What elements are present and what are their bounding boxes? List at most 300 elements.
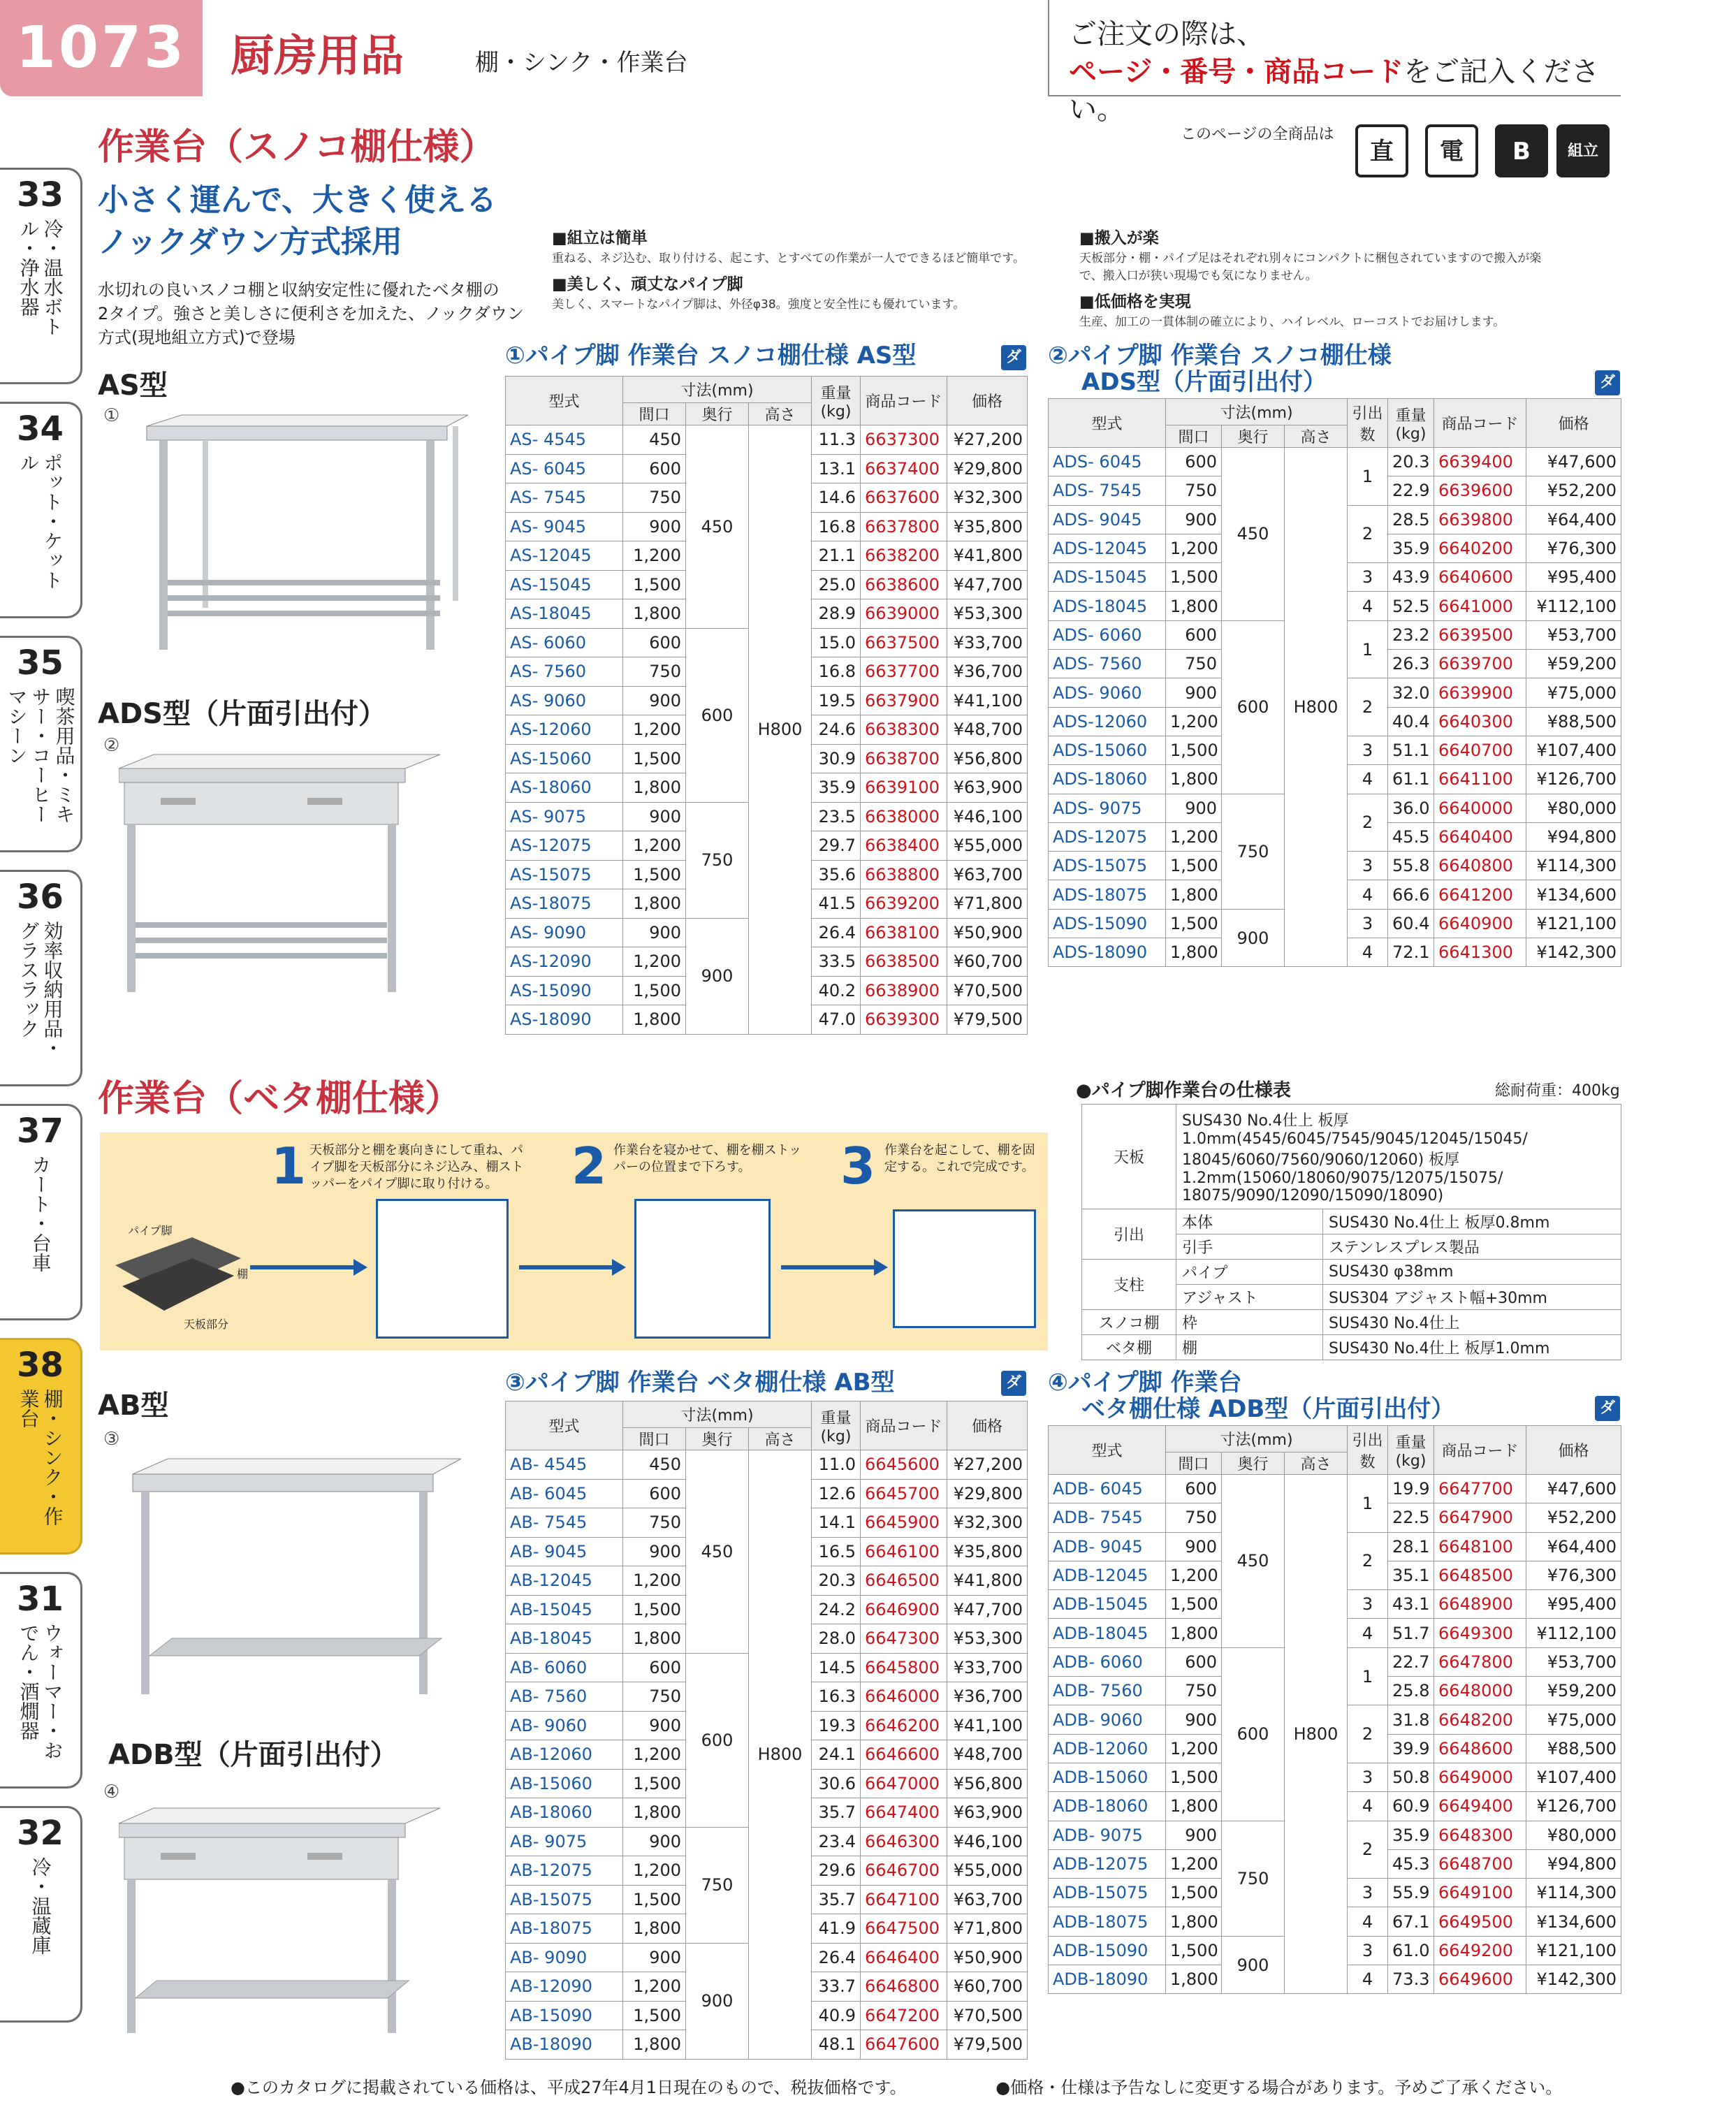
weight-cell: 35.9 xyxy=(1388,1821,1434,1849)
feature-head: ■美しく、頑丈なパイプ脚 xyxy=(552,275,743,293)
price-cell: ¥142,300 xyxy=(1526,1965,1621,1994)
width-cell: 900 xyxy=(623,918,686,947)
width-cell: 1,500 xyxy=(623,1595,686,1624)
code-cell: 6641200 xyxy=(1434,880,1526,909)
header-width: 間口 xyxy=(623,403,686,425)
header-width: 間口 xyxy=(1166,1452,1222,1475)
model-cell: AS-18060 xyxy=(506,773,623,803)
price-cell: ¥63,700 xyxy=(947,860,1028,889)
price-cell: ¥76,300 xyxy=(1526,1561,1621,1589)
spec-load: 総耐荷重：400kg xyxy=(1495,1082,1620,1100)
width-cell: 1,200 xyxy=(1166,1561,1222,1589)
header-model: 型式 xyxy=(506,377,623,425)
price-cell: ¥46,100 xyxy=(947,802,1028,831)
weight-cell: 35.9 xyxy=(1388,534,1434,562)
weight-cell: 14.1 xyxy=(812,1508,861,1538)
model-cell: AS- 7545 xyxy=(506,483,623,513)
order-note-line1: ご注文の際は、 xyxy=(1069,18,1264,50)
price-cell: ¥33,700 xyxy=(947,628,1028,657)
model-cell: ADB-15090 xyxy=(1049,1936,1166,1965)
body-line3: 方式(現地組立方式)で登場 xyxy=(98,328,296,347)
width-cell: 1,200 xyxy=(623,1972,686,2002)
width-cell: 1,500 xyxy=(623,976,686,1005)
side-tab-36[interactable] xyxy=(0,870,82,1086)
order-note-line2 xyxy=(1069,53,1621,129)
depth-cell: 900 xyxy=(1222,1936,1285,1994)
price-cell: ¥59,200 xyxy=(1526,1677,1621,1705)
model-cell: ADB-18090 xyxy=(1049,1965,1166,1994)
side-tab-34[interactable] xyxy=(0,402,82,618)
header-code: 商品コード xyxy=(861,377,947,425)
step2-image xyxy=(634,1199,771,1339)
weight-cell: 50.8 xyxy=(1388,1763,1434,1791)
type-adb: ADB型（片面引出付） xyxy=(108,1739,398,1771)
model-cell: ADS- 9045 xyxy=(1049,505,1166,534)
step1-number: 1 xyxy=(271,1137,307,1195)
model-cell: AB-15090 xyxy=(506,2001,623,2030)
feature-left xyxy=(552,225,1055,317)
step3-image xyxy=(893,1209,1036,1328)
step3-text: 作業台を起こして、棚を固定する。これで完成です。 xyxy=(884,1143,1035,1174)
price-cell: ¥35,800 xyxy=(947,1537,1028,1566)
price-cell: ¥53,300 xyxy=(947,599,1028,629)
weight-cell: 13.1 xyxy=(812,454,861,483)
code-cell: 6637700 xyxy=(861,657,947,687)
table-row xyxy=(1049,1475,1621,1503)
price-cell: ¥52,200 xyxy=(1526,1503,1621,1532)
width-cell: 1,200 xyxy=(1166,822,1222,851)
code-cell: 6649200 xyxy=(1434,1936,1526,1965)
width-cell: 1,800 xyxy=(1166,1619,1222,1647)
width-cell: 1,500 xyxy=(1166,909,1222,938)
model-cell: AS-15075 xyxy=(506,860,623,889)
side-tab-33[interactable] xyxy=(0,168,82,384)
width-cell: 900 xyxy=(1166,1821,1222,1849)
side-tab-label: 冷・温蔵庫 xyxy=(29,1857,52,1955)
as-table-image xyxy=(119,412,468,671)
weight-cell: 30.9 xyxy=(812,744,861,773)
arrow-icon xyxy=(519,1265,613,1269)
model-cell: ADS- 9075 xyxy=(1049,794,1166,822)
price-cell: ¥41,800 xyxy=(947,1566,1028,1596)
weight-cell: 28.5 xyxy=(1388,505,1434,534)
weight-cell: 35.1 xyxy=(1388,1561,1434,1589)
code-cell: 6639000 xyxy=(861,599,947,629)
code-cell: 6640900 xyxy=(1434,909,1526,938)
drawer-cell: 2 xyxy=(1348,505,1388,563)
code-cell: 6640600 xyxy=(1434,563,1526,592)
width-cell: 1,500 xyxy=(1166,563,1222,592)
step1-text: 天板部分と棚を裏向きにして重ね、パイプ脚を天板部分にネジ込み、棚ストッパーをパイプ脚に取り付ける。 xyxy=(309,1143,524,1191)
weight-cell: 55.8 xyxy=(1388,852,1434,880)
adb-table-image xyxy=(119,1802,454,2054)
code-cell: 6637900 xyxy=(861,686,947,715)
weight-cell: 26.3 xyxy=(1388,650,1434,678)
section1-subtitle1: 小さく運んで、大きく使える xyxy=(98,182,497,218)
weight-cell: 29.7 xyxy=(812,831,861,861)
width-cell: 1,500 xyxy=(623,744,686,773)
price-cell: ¥114,300 xyxy=(1526,1879,1621,1907)
weight-cell: 12.6 xyxy=(812,1479,861,1508)
spec-label: ベタ棚 xyxy=(1082,1335,1176,1360)
price-cell: ¥70,500 xyxy=(947,976,1028,1005)
weight-cell: 28.9 xyxy=(812,599,861,629)
drawer-cell: 1 xyxy=(1348,1647,1388,1705)
price-cell: ¥48,700 xyxy=(947,715,1028,745)
code-cell: 6647100 xyxy=(861,1885,947,1914)
code-cell: 6645700 xyxy=(861,1479,947,1508)
code-cell: 6646900 xyxy=(861,1595,947,1624)
drawer-cell: 4 xyxy=(1348,1907,1388,1936)
side-tab-number: 34 xyxy=(17,409,64,449)
weight-cell: 33.5 xyxy=(812,947,861,977)
width-cell: 900 xyxy=(1166,1705,1222,1734)
width-cell: 1,800 xyxy=(623,599,686,629)
weight-cell: 73.3 xyxy=(1388,1965,1434,1994)
weight-cell: 40.4 xyxy=(1388,707,1434,736)
t1-title: ①パイプ脚 作業台 スノコ棚仕様 AS型 xyxy=(505,342,917,370)
code-cell: 6647300 xyxy=(861,1624,947,1654)
weight-cell: 19.9 xyxy=(1388,1475,1434,1503)
code-cell: 6647600 xyxy=(861,2030,947,2060)
spec-value: SUS304 アジャスト幅+30mm xyxy=(1323,1285,1621,1310)
weight-cell: 24.1 xyxy=(812,1740,861,1770)
spec-label: スノコ棚 xyxy=(1082,1310,1176,1335)
code-cell: 6638100 xyxy=(861,918,947,947)
width-cell: 1,800 xyxy=(1166,938,1222,967)
width-cell: 1,500 xyxy=(1166,1879,1222,1907)
price-cell: ¥121,100 xyxy=(1526,909,1621,938)
price-cell: ¥33,700 xyxy=(947,1653,1028,1682)
direct-tag-icon: ダ xyxy=(1001,1371,1026,1396)
code-cell: 6641100 xyxy=(1434,765,1526,794)
code-cell: 6638700 xyxy=(861,744,947,773)
feature-head: ■低価格を実現 xyxy=(1079,293,1191,311)
depth-cell: 750 xyxy=(1222,1821,1285,1936)
price-cell: ¥71,800 xyxy=(947,1914,1028,1944)
width-cell: 1,800 xyxy=(623,2030,686,2060)
code-cell: 6639100 xyxy=(861,773,947,803)
side-tab-number: 36 xyxy=(17,877,64,917)
side-tab-37[interactable] xyxy=(0,1104,82,1320)
price-cell: ¥52,200 xyxy=(1526,476,1621,505)
weight-cell: 35.9 xyxy=(812,773,861,803)
width-cell: 1,500 xyxy=(1166,736,1222,764)
model-cell: AS-12075 xyxy=(506,831,623,861)
width-cell: 1,500 xyxy=(623,2001,686,2030)
model-cell: ADS-18060 xyxy=(1049,765,1166,794)
code-cell: 6639500 xyxy=(1434,620,1526,649)
code-cell: 6648200 xyxy=(1434,1705,1526,1734)
width-cell: 1,800 xyxy=(1166,1907,1222,1936)
code-cell: 6639200 xyxy=(861,889,947,919)
model-cell: AB- 6060 xyxy=(506,1653,623,1682)
side-tab-label: 棚・シンク・作業台 xyxy=(17,1389,64,1526)
code-cell: 6645800 xyxy=(861,1653,947,1682)
model-cell: AB-12090 xyxy=(506,1972,623,2002)
width-cell: 1,800 xyxy=(623,773,686,803)
drawer-cell: 3 xyxy=(1348,563,1388,592)
code-cell: 6637500 xyxy=(861,628,947,657)
footer-left: ●このカタログに掲載されている価格は、平成27年4月1日現在のもので、税抜価格です。 xyxy=(231,2078,907,2097)
t4-table xyxy=(1048,1425,1621,1994)
weight-cell: 35.7 xyxy=(812,1798,861,1828)
feature-text: 美しく、スマートなパイプ脚は、外径φ38。強度と安全性にも優れています。 xyxy=(552,298,965,312)
t2-table xyxy=(1048,398,1621,967)
model-cell: AB-18045 xyxy=(506,1624,623,1654)
weight-cell: 19.3 xyxy=(812,1711,861,1740)
code-cell: 6647000 xyxy=(861,1769,947,1798)
side-tab-number: 38 xyxy=(17,1346,64,1385)
width-cell: 1,200 xyxy=(623,1856,686,1886)
code-cell: 6646700 xyxy=(861,1856,947,1886)
model-cell: ADB-12060 xyxy=(1049,1734,1166,1763)
body-line1: 水切れの良いスノコ棚と収納安定性に優れたベタ棚の xyxy=(98,280,499,300)
header-height: 高さ xyxy=(1285,1452,1348,1475)
price-cell: ¥41,800 xyxy=(947,541,1028,571)
price-cell: ¥35,800 xyxy=(947,512,1028,541)
code-cell: 6638500 xyxy=(861,947,947,977)
code-cell: 6649100 xyxy=(1434,1879,1526,1907)
depth-cell: 900 xyxy=(1222,909,1285,967)
depth-cell: 450 xyxy=(1222,1475,1285,1648)
spec-row xyxy=(1082,1105,1621,1209)
width-cell: 900 xyxy=(623,1943,686,1972)
weight-cell: 19.5 xyxy=(812,686,861,715)
weight-cell: 16.3 xyxy=(812,1682,861,1712)
model-cell: ADS-12060 xyxy=(1049,707,1166,736)
model-cell: ADB-12075 xyxy=(1049,1849,1166,1878)
price-cell: ¥75,000 xyxy=(1526,1705,1621,1734)
weight-cell: 43.1 xyxy=(1388,1590,1434,1619)
weight-cell: 21.1 xyxy=(812,541,861,571)
width-cell: 1,200 xyxy=(623,1740,686,1770)
price-cell: ¥88,500 xyxy=(1526,707,1621,736)
model-cell: AB- 6045 xyxy=(506,1479,623,1508)
weight-cell: 45.5 xyxy=(1388,822,1434,851)
spec-value: SUS430 No.4仕上 板厚1.0mm xyxy=(1323,1335,1621,1360)
weight-cell: 41.5 xyxy=(812,889,861,919)
footer-right: ●価格・仕様は予告なしに変更する場合があります。予めご了承ください。 xyxy=(995,2078,1563,2097)
spec-label: 引出 xyxy=(1082,1209,1176,1260)
model-cell: ADB-12045 xyxy=(1049,1561,1166,1589)
ads-table-image xyxy=(119,748,447,1013)
model-cell: AB- 9075 xyxy=(506,1827,623,1856)
drawer-cell: 4 xyxy=(1348,1965,1388,1994)
model-cell: AB-15075 xyxy=(506,1885,623,1914)
model-cell: AS-18045 xyxy=(506,599,623,629)
width-cell: 1,800 xyxy=(623,889,686,919)
weight-cell: 14.6 xyxy=(812,483,861,513)
header-width: 間口 xyxy=(1166,425,1222,448)
order-note-rest: をご記入ください。 xyxy=(1069,56,1600,126)
code-cell: 6638600 xyxy=(861,570,947,599)
weight-cell: 41.9 xyxy=(812,1914,861,1944)
model-cell: AS- 4545 xyxy=(506,425,623,455)
weight-cell: 20.3 xyxy=(812,1566,861,1596)
model-cell: ADS-18045 xyxy=(1049,592,1166,620)
height-cell: H800 xyxy=(749,425,812,1035)
footer xyxy=(231,2074,1646,2098)
ab-table-image xyxy=(126,1453,468,1719)
code-cell: 6648500 xyxy=(1434,1561,1526,1589)
body-line2: 2タイプ。強さと美しさに便利さを加えた、ノックダウン xyxy=(98,304,524,323)
side-tab-32[interactable] xyxy=(0,1806,82,2023)
width-cell: 600 xyxy=(623,1479,686,1508)
assembly-steps xyxy=(100,1132,1048,1350)
step2-text: 作業台を寝かせて、棚を棚ストッパーの位置まで下ろす。 xyxy=(613,1143,802,1174)
code-cell: 6640000 xyxy=(1434,794,1526,822)
price-cell: ¥36,700 xyxy=(947,657,1028,687)
header-price: 価格 xyxy=(1526,399,1621,448)
width-cell: 750 xyxy=(623,1508,686,1538)
side-tab-number: 32 xyxy=(17,1814,64,1853)
circle-2: ② xyxy=(103,735,120,756)
section2-title: 作業台（ベタ棚仕様） xyxy=(98,1078,462,1120)
price-cell: ¥63,700 xyxy=(947,1885,1028,1914)
circle-4: ④ xyxy=(103,1782,120,1802)
spec-label: 支柱 xyxy=(1082,1260,1176,1310)
header-height: 高さ xyxy=(749,403,812,425)
feature-head: ■搬入が楽 xyxy=(1079,229,1159,247)
width-cell: 600 xyxy=(623,628,686,657)
price-cell: ¥142,300 xyxy=(1526,938,1621,967)
price-cell: ¥64,400 xyxy=(1526,1532,1621,1561)
code-cell: 6638200 xyxy=(861,541,947,571)
side-tab-number: 31 xyxy=(17,1580,64,1619)
weight-cell: 23.2 xyxy=(1388,620,1434,649)
price-cell: ¥80,000 xyxy=(1526,794,1621,822)
code-cell: 6647400 xyxy=(861,1798,947,1828)
price-cell: ¥126,700 xyxy=(1526,765,1621,794)
depth-cell: 900 xyxy=(686,1943,749,2059)
width-cell: 600 xyxy=(1166,448,1222,476)
depth-cell: 900 xyxy=(686,918,749,1034)
drawer-cell: 3 xyxy=(1348,736,1388,764)
model-cell: AB-15045 xyxy=(506,1595,623,1624)
drawer-cell: 3 xyxy=(1348,909,1388,938)
code-cell: 6648100 xyxy=(1434,1532,1526,1561)
width-cell: 900 xyxy=(623,1827,686,1856)
side-tab-38[interactable] xyxy=(0,1338,82,1554)
model-cell: AB- 7560 xyxy=(506,1682,623,1712)
side-tab-35[interactable] xyxy=(0,636,82,852)
drawer-cell: 2 xyxy=(1348,1821,1388,1879)
code-cell: 6639900 xyxy=(1434,678,1526,707)
assembly-icon: 組立 xyxy=(1556,124,1610,177)
label-pipe: パイプ脚 xyxy=(128,1224,173,1237)
width-cell: 1,800 xyxy=(1166,765,1222,794)
model-cell: AB-15060 xyxy=(506,1769,623,1798)
width-cell: 900 xyxy=(1166,1532,1222,1561)
weight-cell: 11.3 xyxy=(812,425,861,455)
weight-cell: 51.1 xyxy=(1388,736,1434,764)
page-number: 1073 xyxy=(0,0,203,96)
weight-cell: 39.9 xyxy=(1388,1734,1434,1763)
width-cell: 600 xyxy=(623,1653,686,1682)
price-cell: ¥94,800 xyxy=(1526,822,1621,851)
model-cell: ADB- 7560 xyxy=(1049,1677,1166,1705)
price-cell: ¥63,900 xyxy=(947,1798,1028,1828)
price-cell: ¥126,700 xyxy=(1526,1792,1621,1821)
circle-1: ① xyxy=(103,405,120,426)
header-dims: 寸法(mm) xyxy=(1166,1426,1348,1452)
model-cell: AB- 7545 xyxy=(506,1508,623,1538)
model-cell: ADS-18075 xyxy=(1049,880,1166,909)
width-cell: 1,200 xyxy=(623,715,686,745)
side-tab-31[interactable] xyxy=(0,1572,82,1789)
price-cell: ¥64,400 xyxy=(1526,505,1621,534)
model-cell: ADB- 9045 xyxy=(1049,1532,1166,1561)
price-cell: ¥46,100 xyxy=(947,1827,1028,1856)
spec-value: ステンレスプレス製品 xyxy=(1323,1234,1621,1260)
spec-sublabel: 枠 xyxy=(1176,1310,1323,1335)
price-cell: ¥80,000 xyxy=(1526,1821,1621,1849)
code-cell: 6639600 xyxy=(1434,476,1526,505)
category-title: 厨房用品 xyxy=(231,30,404,81)
header-drawers: 引出数 xyxy=(1348,399,1388,448)
weight-cell: 33.7 xyxy=(812,1972,861,2002)
price-cell: ¥53,300 xyxy=(947,1624,1028,1654)
width-cell: 900 xyxy=(623,1537,686,1566)
height-cell: H800 xyxy=(1285,448,1348,967)
header-code: 商品コード xyxy=(1434,1426,1526,1475)
model-cell: ADS- 7545 xyxy=(1049,476,1166,505)
code-cell: 6647800 xyxy=(1434,1647,1526,1676)
model-cell: ADS- 6045 xyxy=(1049,448,1166,476)
order-note-red: ページ・番号・商品コード xyxy=(1069,56,1404,88)
drawer-cell: 4 xyxy=(1348,938,1388,967)
weight-cell: 22.7 xyxy=(1388,1647,1434,1676)
width-cell: 900 xyxy=(623,802,686,831)
model-cell: AS- 7560 xyxy=(506,657,623,687)
section1-title: 作業台（スノコ棚仕様） xyxy=(98,126,496,168)
model-cell: ADS-12075 xyxy=(1049,822,1166,851)
model-cell: ADS-15060 xyxy=(1049,736,1166,764)
header-weight: 重量(kg) xyxy=(1388,399,1434,448)
code-cell: 6640400 xyxy=(1434,822,1526,851)
price-cell: ¥32,300 xyxy=(947,1508,1028,1538)
code-cell: 6639700 xyxy=(1434,650,1526,678)
weight-cell: 25.0 xyxy=(812,570,861,599)
model-cell: AS-18075 xyxy=(506,889,623,919)
code-cell: 6648900 xyxy=(1434,1590,1526,1619)
width-cell: 1,500 xyxy=(1166,852,1222,880)
width-cell: 1,800 xyxy=(1166,592,1222,620)
price-cell: ¥56,800 xyxy=(947,1769,1028,1798)
section1-body xyxy=(98,278,524,349)
weight-cell: 26.4 xyxy=(812,918,861,947)
width-cell: 1,200 xyxy=(1166,707,1222,736)
spec-title: ●パイプ脚作業台の仕様表 xyxy=(1076,1080,1291,1101)
price-cell: ¥107,400 xyxy=(1526,736,1621,764)
weight-cell: 16.8 xyxy=(812,657,861,687)
spec-label: 天板 xyxy=(1082,1105,1176,1209)
drawer-cell: 4 xyxy=(1348,592,1388,620)
weight-cell: 31.8 xyxy=(1388,1705,1434,1734)
feature-text: 生産、加工の一貫体制の確立により、ハイレベル、ローコストでお届けします。 xyxy=(1079,315,1505,329)
phone-order-icon: 電 xyxy=(1425,124,1478,177)
price-cell: ¥134,600 xyxy=(1526,1907,1621,1936)
weight-cell: 22.9 xyxy=(1388,476,1434,505)
price-cell: ¥29,800 xyxy=(947,454,1028,483)
model-cell: ADS- 6060 xyxy=(1049,620,1166,649)
drawer-cell: 2 xyxy=(1348,794,1388,852)
spec-table xyxy=(1081,1104,1621,1360)
drawer-cell: 2 xyxy=(1348,678,1388,736)
circle-3: ③ xyxy=(103,1429,120,1450)
code-cell: 6647200 xyxy=(861,2001,947,2030)
